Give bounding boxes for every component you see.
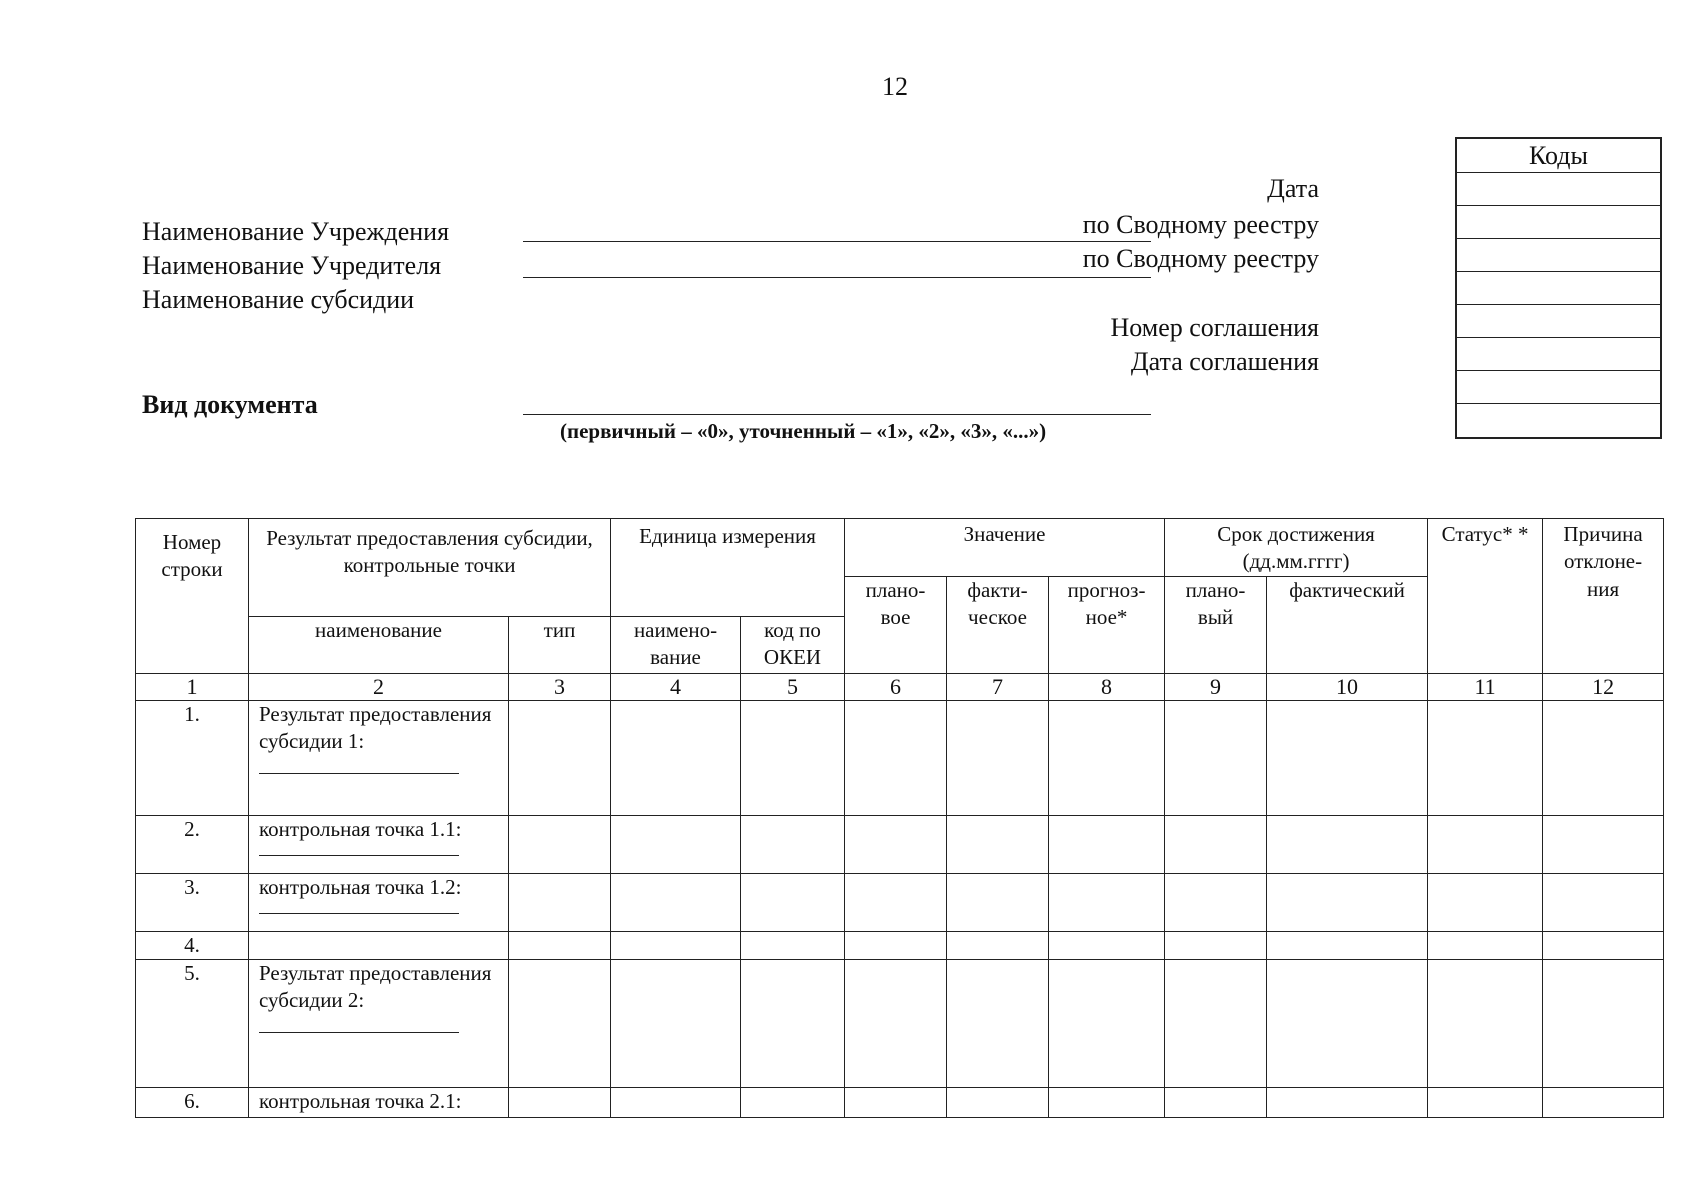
data-cell[interactable] (1428, 1087, 1543, 1117)
report-table (135, 518, 1664, 1118)
col-header-actual: факти- ческое (947, 576, 1049, 673)
col-header-result: Результат предоставления субсидии, контрольные точки (249, 519, 611, 617)
code-extra-cell-2[interactable] (1457, 404, 1660, 437)
agreement-number-label: Номер соглашения (1110, 313, 1319, 342)
code-extra-cell-1[interactable] (1457, 371, 1660, 404)
column-number: 6 (845, 673, 947, 700)
column-number: 7 (947, 673, 1049, 700)
data-cell[interactable] (611, 873, 741, 931)
col-header-name: наименование (249, 616, 509, 673)
institution-label: Наименование Учреждения (142, 217, 450, 246)
data-cell[interactable] (1165, 931, 1267, 959)
data-cell[interactable] (741, 959, 845, 1087)
institution-line[interactable] (523, 241, 1151, 242)
doc-type-line[interactable] (523, 414, 1151, 415)
code-registry1-cell[interactable] (1457, 206, 1660, 239)
table-row (136, 931, 1664, 959)
table-row (136, 1087, 1664, 1117)
column-number: 8 (1049, 673, 1165, 700)
column-number: 12 (1543, 673, 1664, 700)
data-cell[interactable] (611, 700, 741, 815)
data-cell[interactable] (947, 815, 1049, 873)
data-cell[interactable] (741, 700, 845, 815)
data-cell[interactable] (1543, 1087, 1664, 1117)
codes-title: Коды (1457, 139, 1660, 173)
data-cell[interactable] (845, 931, 947, 959)
data-cell[interactable] (1428, 959, 1543, 1087)
row-label[interactable] (249, 959, 509, 1087)
row-underline (259, 1032, 459, 1033)
data-cell[interactable] (741, 815, 845, 873)
table-row (136, 959, 1664, 1087)
column-number: 1 (136, 673, 249, 700)
founder-label: Наименование Учредителя (142, 251, 442, 280)
row-label[interactable] (249, 700, 509, 815)
col-header-planned: плано- вое (845, 576, 947, 673)
table-row (136, 700, 1664, 815)
code-date-cell[interactable] (1457, 173, 1660, 206)
column-number: 4 (611, 673, 741, 700)
col-header-type: тип (509, 616, 611, 673)
data-cell[interactable] (947, 931, 1049, 959)
data-cell[interactable] (1267, 931, 1428, 959)
col-header-deadline-actual: фактический (1267, 576, 1428, 673)
table-row (136, 815, 1664, 873)
data-cell[interactable] (1543, 700, 1664, 815)
data-cell[interactable] (1267, 815, 1428, 873)
row-label[interactable] (249, 931, 509, 959)
data-cell[interactable] (947, 700, 1049, 815)
data-cell[interactable] (1428, 931, 1543, 959)
data-cell[interactable] (845, 873, 947, 931)
page-number: 12 (882, 72, 908, 101)
row-label[interactable] (249, 815, 509, 873)
row-label-text: Результат предоставления субсидии 2: (259, 960, 492, 1013)
codes-box (1455, 137, 1662, 439)
data-cell[interactable] (947, 959, 1049, 1087)
agreement-date-label: Дата соглашения (1130, 347, 1319, 376)
col-header-unit-name: наимено- вание (611, 616, 741, 673)
data-cell[interactable] (845, 700, 947, 815)
data-cell[interactable] (845, 815, 947, 873)
data-cell[interactable] (1267, 700, 1428, 815)
data-cell[interactable] (509, 700, 611, 815)
data-cell[interactable] (741, 931, 845, 959)
data-cell[interactable] (611, 815, 741, 873)
data-cell[interactable] (509, 1087, 611, 1117)
data-cell[interactable] (1049, 700, 1165, 815)
data-cell[interactable] (1165, 959, 1267, 1087)
data-cell[interactable] (845, 959, 947, 1087)
row-number: 4. (136, 931, 249, 959)
col-header-value: Значение (845, 519, 1165, 577)
column-number: 10 (1267, 673, 1428, 700)
data-cell[interactable] (509, 873, 611, 931)
data-cell[interactable] (1428, 873, 1543, 931)
column-number-row (136, 673, 1664, 700)
data-cell[interactable] (611, 959, 741, 1087)
code-agreement-date-cell[interactable] (1457, 338, 1660, 371)
row-label[interactable] (249, 873, 509, 931)
col-header-row-number: Номер строки (136, 519, 249, 674)
column-number: 2 (249, 673, 509, 700)
col-header-reason: Причина отклоне- ния (1543, 519, 1664, 674)
table-row (136, 873, 1664, 931)
data-cell[interactable] (845, 1087, 947, 1117)
row-number: 6. (136, 1087, 249, 1117)
data-cell[interactable] (1543, 959, 1664, 1087)
row-underline (259, 855, 459, 856)
row-number: 3. (136, 873, 249, 931)
code-registry2-cell[interactable] (1457, 239, 1660, 272)
registry1-label: по Сводному реестру (1082, 210, 1319, 239)
data-cell[interactable] (947, 873, 1049, 931)
row-number: 1. (136, 700, 249, 815)
subsidy-label: Наименование субсидии (142, 285, 415, 314)
col-header-okei: код по ОКЕИ (741, 616, 845, 673)
column-number: 3 (509, 673, 611, 700)
col-header-deadline: Срок достижения (дд.мм.гггг) (1165, 519, 1428, 577)
row-label-text: контрольная точка 1.2: (259, 874, 462, 899)
row-number: 5. (136, 959, 249, 1087)
data-cell[interactable] (1428, 815, 1543, 873)
data-cell[interactable] (1165, 700, 1267, 815)
data-cell[interactable] (611, 931, 741, 959)
data-cell[interactable] (1165, 815, 1267, 873)
code-agreement-number-cell[interactable] (1457, 305, 1660, 338)
col-header-status: Статус* * (1428, 519, 1543, 674)
data-cell[interactable] (1049, 815, 1165, 873)
data-cell[interactable] (1543, 931, 1664, 959)
data-cell[interactable] (1267, 959, 1428, 1087)
data-cell[interactable] (1049, 873, 1165, 931)
row-underline (259, 773, 459, 774)
row-label[interactable] (249, 1087, 509, 1117)
data-cell[interactable] (1165, 873, 1267, 931)
data-cell[interactable] (509, 959, 611, 1087)
data-cell[interactable] (741, 1087, 845, 1117)
doc-type-hint: (первичный – «0», уточненный – «1», «2», «3», «...») (560, 419, 1047, 443)
data-cell[interactable] (1428, 700, 1543, 815)
data-cell[interactable] (1165, 1087, 1267, 1117)
data-cell[interactable] (1543, 873, 1664, 931)
doc-type-label: Вид документа (142, 390, 318, 419)
column-number: 11 (1428, 673, 1543, 700)
row-number: 2. (136, 815, 249, 873)
founder-line[interactable] (523, 277, 1151, 278)
col-header-deadline-planned: плано- вый (1165, 576, 1267, 673)
data-cell[interactable] (509, 815, 611, 873)
data-cell[interactable] (1267, 1087, 1428, 1117)
column-number: 5 (741, 673, 845, 700)
row-label-text: контрольная точка 2.1: (259, 1088, 462, 1113)
data-cell[interactable] (611, 1087, 741, 1117)
data-cell[interactable] (1049, 959, 1165, 1087)
column-number: 9 (1165, 673, 1267, 700)
registry2-label: по Сводному реестру (1082, 244, 1319, 273)
date-label: Дата (1267, 174, 1319, 203)
data-cell[interactable] (1049, 931, 1165, 959)
data-cell[interactable] (1543, 815, 1664, 873)
row-underline (259, 913, 459, 914)
row-label-text: Результат предоставления субсидии 1: (259, 701, 492, 753)
col-header-forecast: прогноз- ное* (1049, 576, 1165, 673)
data-cell[interactable] (947, 1087, 1049, 1117)
data-cell[interactable] (741, 873, 845, 931)
data-cell[interactable] (509, 931, 611, 959)
data-cell[interactable] (1267, 873, 1428, 931)
col-header-unit: Единица измерения (611, 519, 845, 617)
data-cell[interactable] (1049, 1087, 1165, 1117)
code-blank-cell[interactable] (1457, 272, 1660, 305)
row-label-text: контрольная точка 1.1: (259, 816, 462, 841)
